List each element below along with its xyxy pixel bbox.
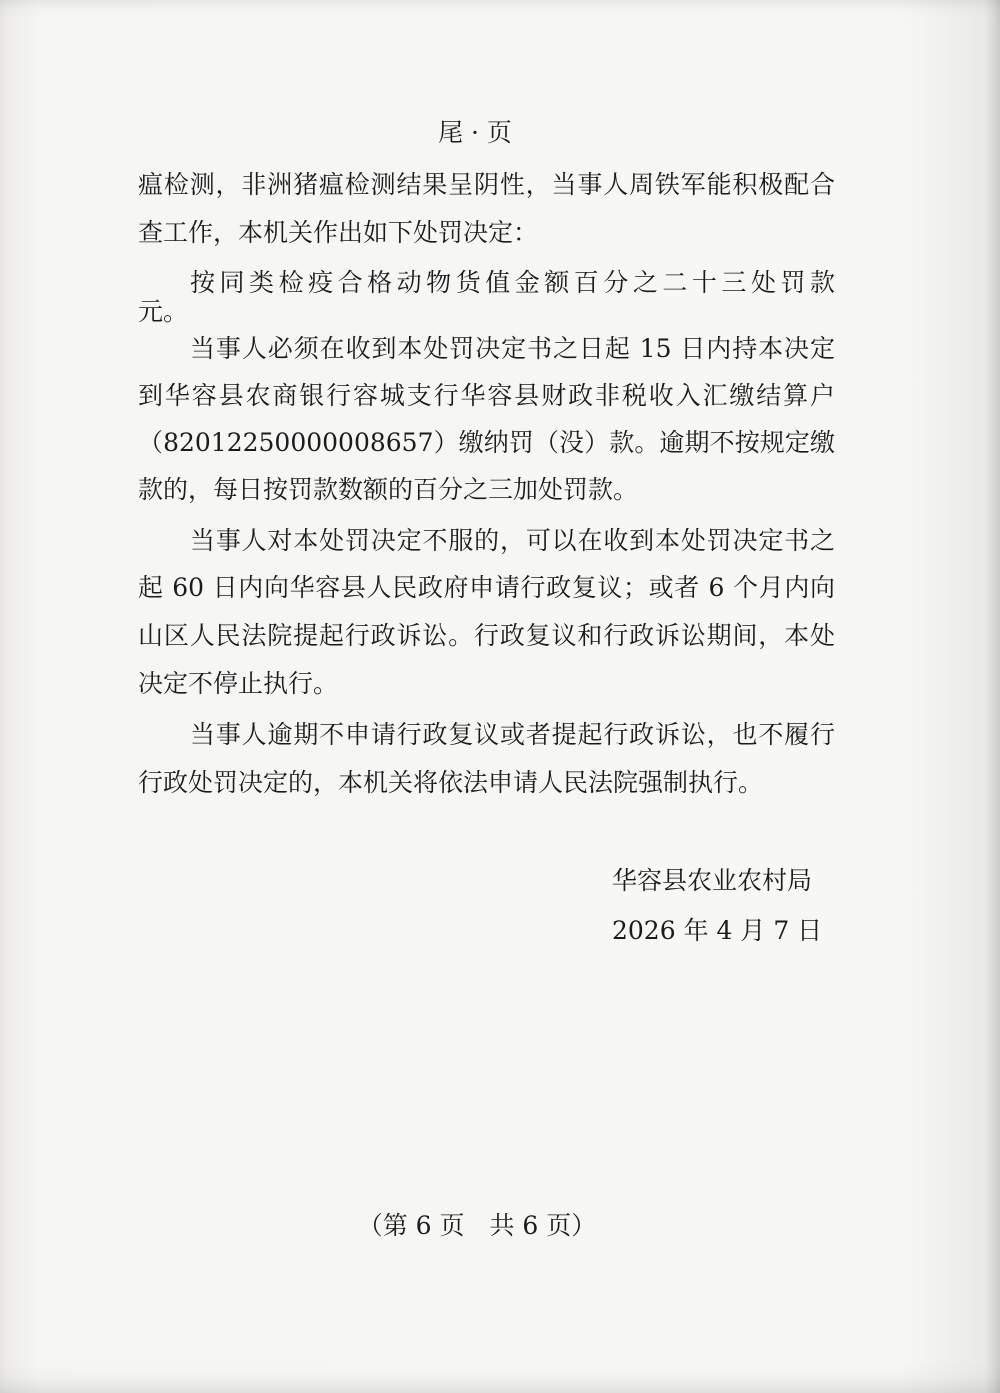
signature-date: 2026 年 4 月 7 日 — [612, 916, 823, 945]
paragraph-line: 当事人逾期不申请行政复议或者提起行政诉讼，也不履行 — [190, 720, 835, 749]
page-number-footer: （第 6 页 共 6 页） — [357, 1211, 597, 1240]
signature-organization: 华容县农业农村局 — [612, 866, 813, 895]
paragraph-line: 查工作，本机关作出如下处罚决定： — [138, 218, 539, 247]
page-header-title: 尾 · 页 — [438, 118, 512, 147]
paragraph-line: 决定不停止执行。 — [138, 669, 339, 698]
paragraph-line: 瘟检测，非洲猪瘟检测结果呈阴性，当事人周铁军能积极配合 — [138, 170, 835, 199]
paragraph-line: 当事人必须在收到本处罚决定书之日起 15 日内持本决定 — [190, 334, 835, 363]
paragraph-line: 山区人民法院提起行政诉讼。行政复议和行政诉讼期间，本处 — [138, 621, 835, 650]
paragraph-line: 到华容县农商银行容城支行华容县财政非税收入汇缴结算户 — [138, 381, 835, 410]
paragraph-line: 元。 — [138, 297, 189, 326]
paragraph-line: 当事人对本处罚决定不服的，可以在收到本处罚决定书之 — [190, 526, 835, 555]
paragraph-line: 行政处罚决定的，本机关将依法申请人民法院强制执行。 — [138, 768, 764, 797]
paragraph-line: 款的，每日按罚款数额的百分之三加处罚款。 — [138, 475, 639, 504]
paragraph-line: 起 60 日内向华容县人民政府申请行政复议；或者 6 个月内向 — [138, 573, 835, 602]
paragraph-line: 按同类检疫合格动物货值金额百分之二十三处罚款 — [190, 268, 835, 297]
paragraph-line: （82012250000008657）缴纳罚（没）款。逾期不按规定缴 — [138, 428, 835, 457]
